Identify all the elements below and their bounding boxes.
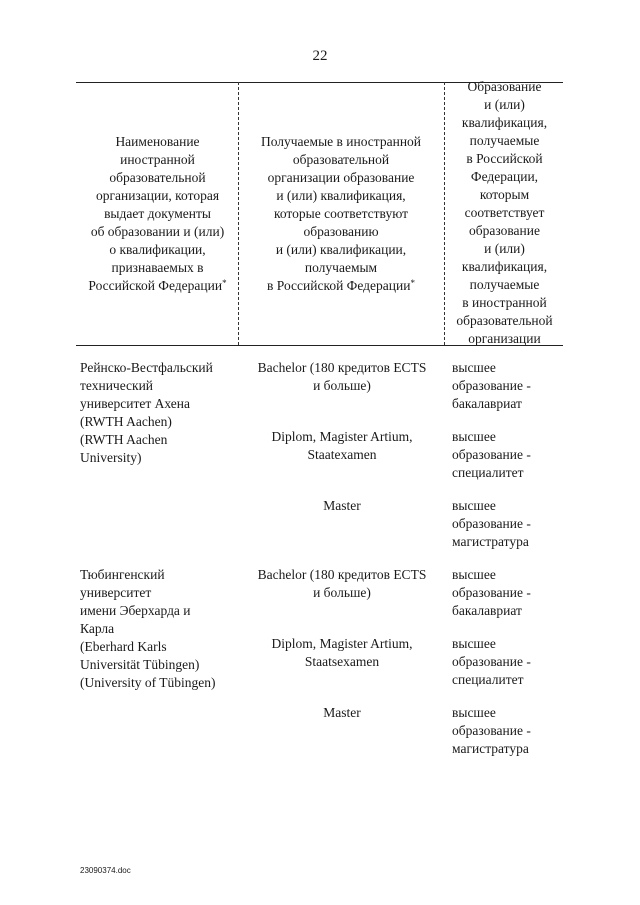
header-russian-equivalent (447, 79, 562, 346)
institution-name: Тюбингенский университет имени Эберхарда и Карла (Eberhard Karls Universität Tübingen) (University of Tübingen) (80, 567, 216, 690)
header-institution-name (80, 133, 235, 293)
russian-equivalent: высшее образование - магистратура (452, 705, 531, 756)
foreign-qualification: Master (323, 705, 361, 720)
foreign-qualification: Diplom, Magister Artium, Staatsexamen (271, 636, 413, 669)
header-foreign-qualification (242, 133, 440, 293)
russian-equivalent: высшее образование - специалитет (452, 429, 531, 480)
foreign-qualification: Diplom, Magister Artium, Staatexamen (271, 429, 413, 462)
table-header-bottom-rule (76, 345, 563, 346)
header-russian-text: Образование и (или) квалификация, получаемые в Российской Федерации, которым соответствует образование и (или) квалификация, получаемые в иностранной образовательной организации (456, 79, 553, 346)
column-divider-1 (238, 82, 239, 345)
asterisk-mark: * (222, 277, 227, 288)
asterisk-mark: * (410, 277, 415, 288)
header-foreign-text: Получаемые в иностранной образовательной организации образование и (или) квалификация, которые соответствуют образованию и (или) квалификации, получаемым в Российской Федерации (260, 133, 422, 293)
footer-code: 23090374.doc (80, 866, 131, 875)
foreign-qualification: Bachelor (180 кредитов ECTS и больше) (257, 567, 427, 600)
russian-equivalent: высшее образование - магистратура (452, 498, 531, 549)
foreign-qualification: Master (323, 498, 361, 513)
institution-name: Рейнско-Вестфальский технический университет Ахена (RWTH Aachen) (RWTH Aachen University) (80, 360, 213, 465)
russian-equivalent: высшее образование - бакалавриат (452, 360, 531, 411)
foreign-qualification: Bachelor (180 кредитов ECTS и больше) (257, 360, 427, 393)
column-divider-2 (444, 82, 445, 345)
russian-equivalent: высшее образование - бакалавриат (452, 567, 531, 618)
header-institution-text: Наименование иностранной образовательной организации, которая выдает документы об образовании и (или) о квалификации, признаваемых в Российской Федерации (88, 133, 225, 293)
russian-equivalent: высшее образование - специалитет (452, 636, 531, 687)
page-number: 22 (312, 48, 328, 64)
